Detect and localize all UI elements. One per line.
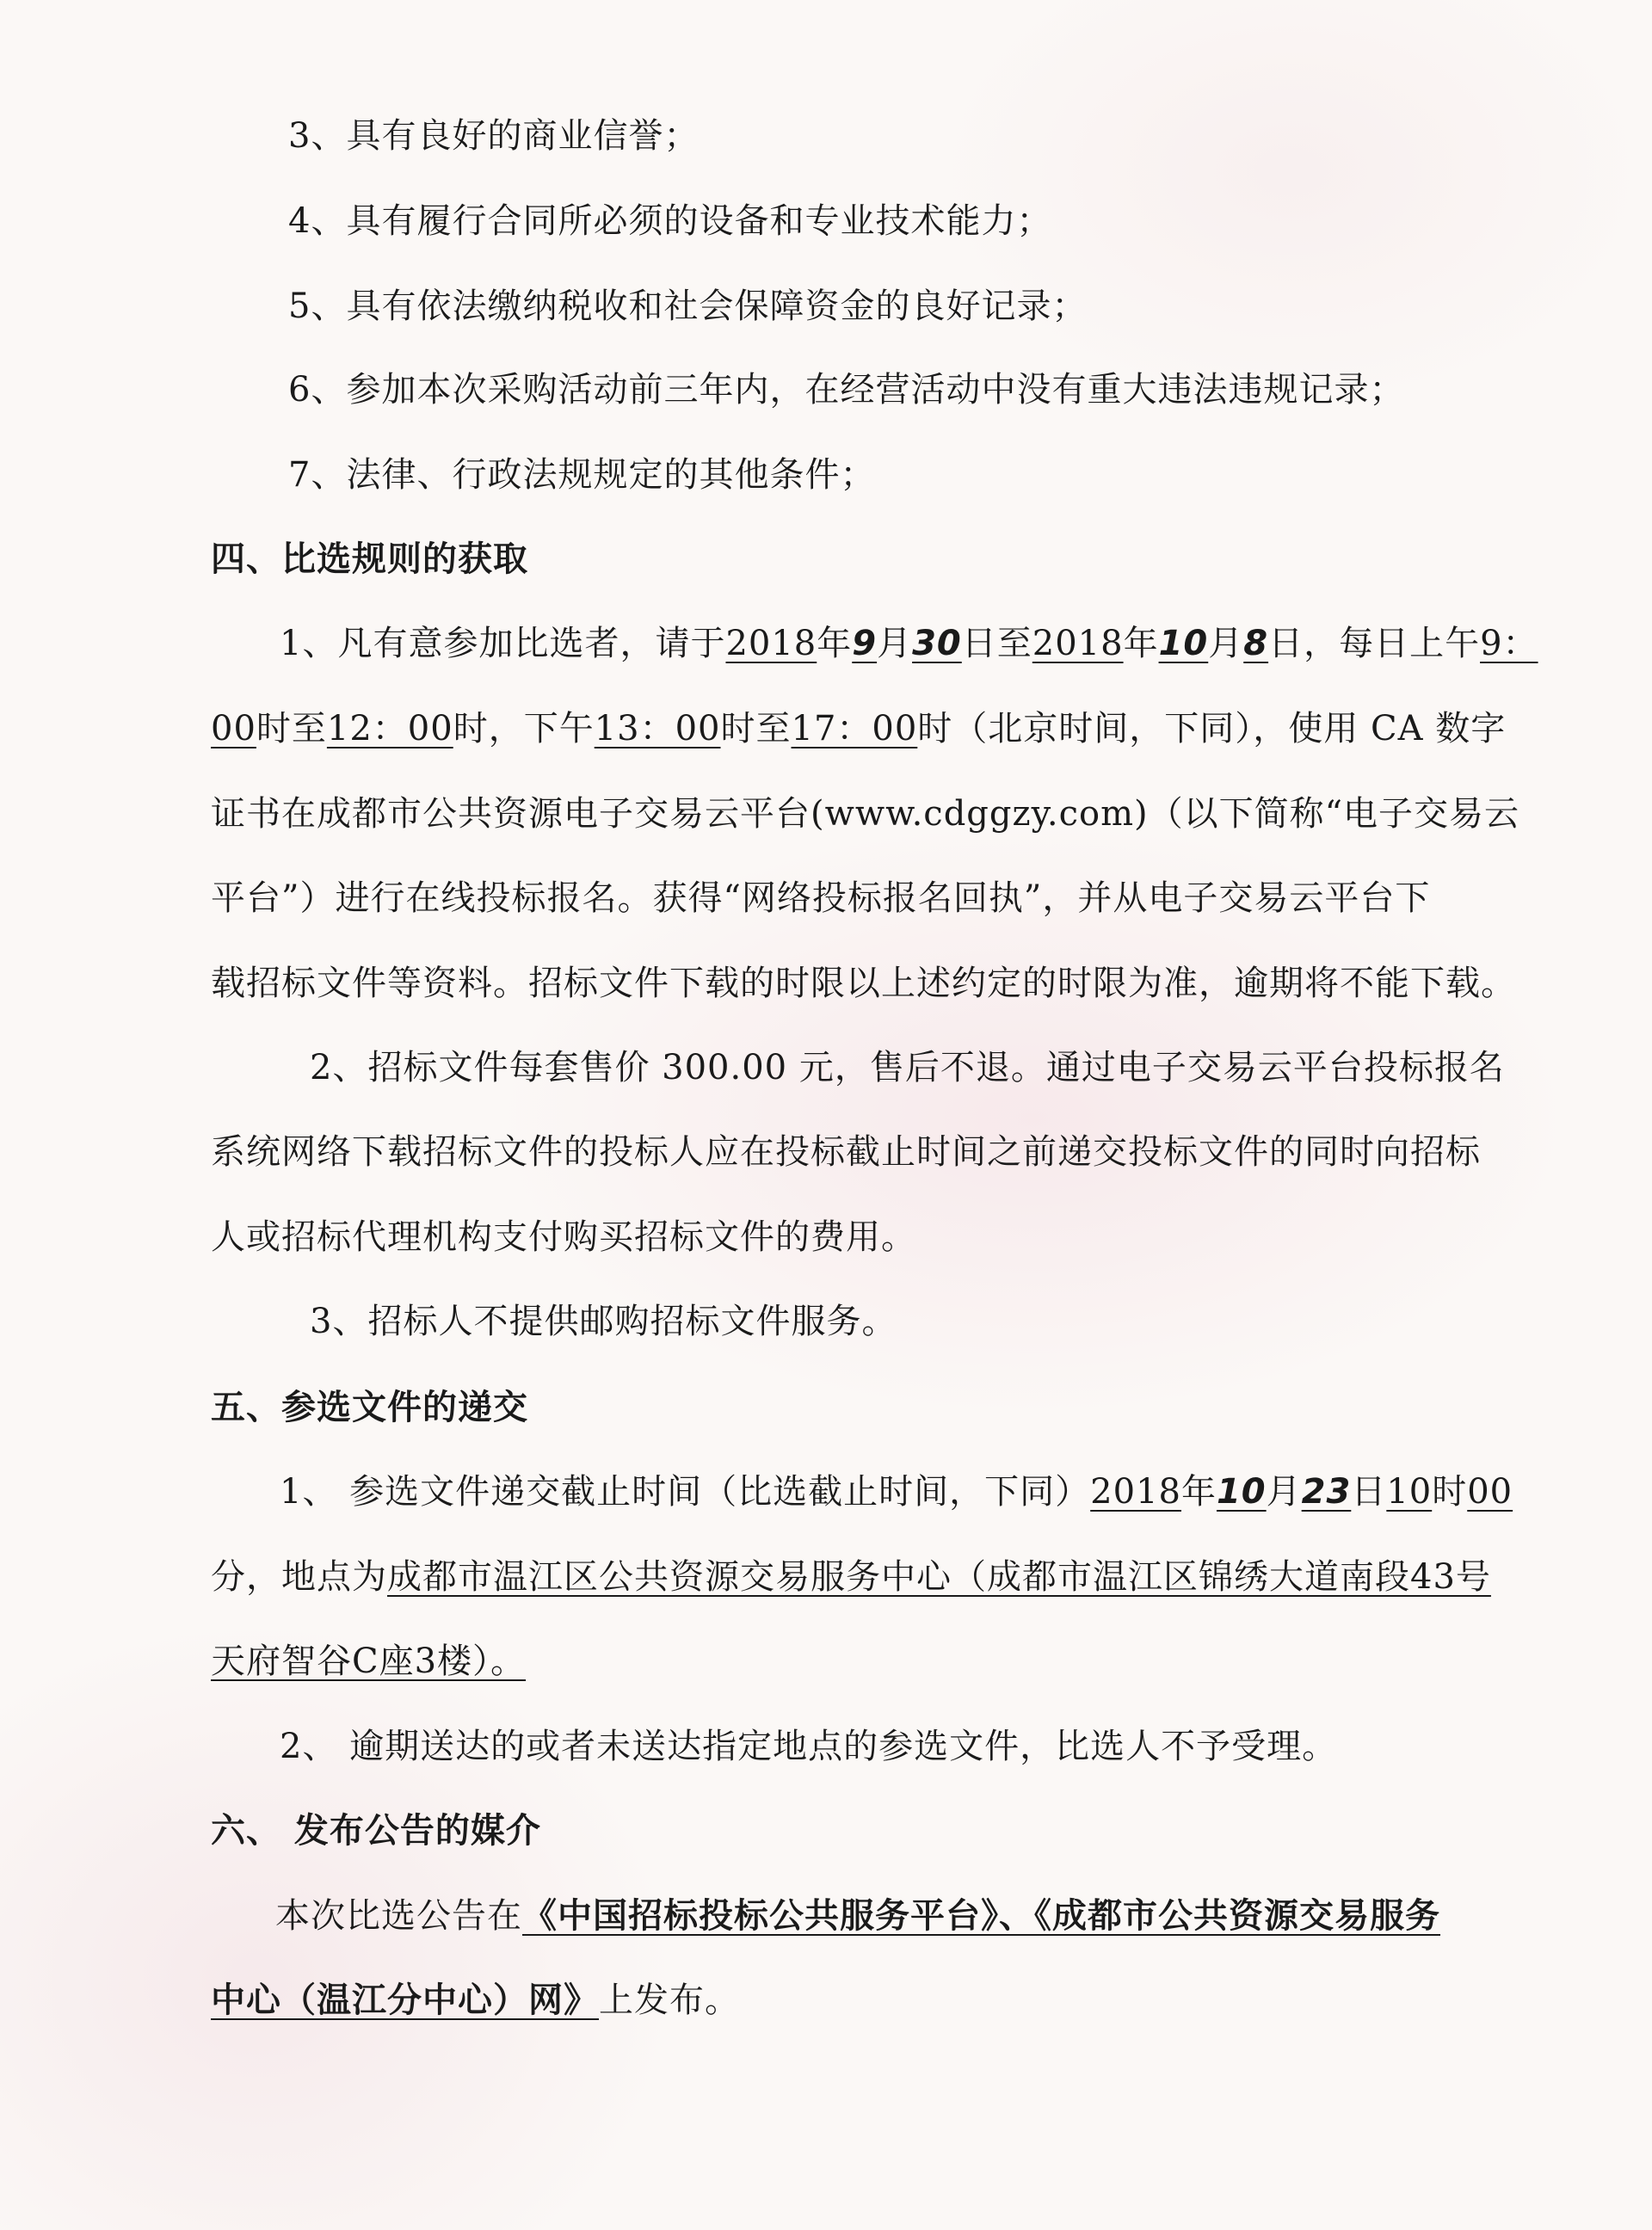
text: 日至 bbox=[961, 624, 1032, 663]
section-4-p3: 3、招标人不提供邮购招标文件服务。 bbox=[310, 1302, 897, 1341]
text: 日 bbox=[1351, 1472, 1387, 1512]
requirement-item-3: 3、具有良好的商业信誉； bbox=[288, 116, 700, 156]
section-5-p1-line3 bbox=[211, 1640, 1433, 1683]
text: 年 bbox=[1123, 624, 1159, 663]
text: 月 bbox=[1266, 1472, 1302, 1512]
section-5-heading: 五、参选文件的递交 bbox=[211, 1387, 528, 1427]
pm-start-time: 13：00 bbox=[594, 709, 721, 748]
date-end-month: 10 bbox=[1158, 624, 1209, 663]
section-6-line2 bbox=[211, 1979, 1433, 2022]
date-start-day: 30 bbox=[912, 624, 962, 663]
media-names-cont: 中心（温江分中心）网》 bbox=[211, 1980, 599, 2020]
text: 时至 bbox=[720, 709, 792, 748]
date-end-day: 8 bbox=[1243, 624, 1269, 663]
text: 年 bbox=[1180, 1472, 1217, 1512]
text: 1、 参选文件递交截止时间（比选截止时间，下同） bbox=[280, 1472, 1091, 1512]
text: 月 bbox=[1208, 624, 1244, 663]
submission-location: 成都市温江区公共资源交易服务中心（成都市温江区锦绣大道南段43号 bbox=[387, 1557, 1491, 1597]
section-5-p1-line1 bbox=[280, 1470, 1513, 1513]
section-6-heading: 六、 发布公告的媒介 bbox=[211, 1810, 541, 1851]
section-4-p2-line2: 系统网络下载招标文件的投标人应在投标截止时间之前递交投标文件的同时向招标 bbox=[211, 1132, 1481, 1172]
requirement-item-7: 7、法律、行政法规规定的其他条件； bbox=[288, 455, 876, 495]
date-end-year: 2018 bbox=[1032, 624, 1124, 663]
deadline-year: 2018 bbox=[1090, 1472, 1181, 1512]
section-5-p2: 2、 逾期送达的或者未送达指定地点的参选文件，比选人不予受理。 bbox=[280, 1727, 1338, 1766]
media-names: 《中国招标投标公共服务平台》、《成都市公共资源交易服务 bbox=[522, 1895, 1440, 1936]
text: 月 bbox=[877, 624, 913, 663]
section-4-p2-line1: 2、招标文件每套售价 300.00 元，售后不退。通过电子交易云平台投标报名 bbox=[310, 1048, 1505, 1087]
text: 上发布。 bbox=[599, 1981, 740, 2020]
text: 时，下午 bbox=[453, 709, 595, 748]
date-start-year: 2018 bbox=[725, 624, 817, 663]
section-5-p1-line2 bbox=[211, 1555, 1491, 1599]
am-start-hour: 9： bbox=[1480, 624, 1538, 663]
section-4-p1-line1 bbox=[280, 622, 1538, 665]
text: 年 bbox=[817, 624, 853, 663]
section-4-p2-line3: 人或招标代理机构支付购买招标文件的费用。 bbox=[211, 1217, 916, 1257]
submission-location-cont: 天府智谷C座3楼）。 bbox=[211, 1642, 527, 1681]
section-4-p1-line2 bbox=[211, 707, 1507, 750]
pm-end-time: 17：00 bbox=[791, 709, 918, 748]
requirement-item-4: 4、具有履行合同所必须的设备和专业技术能力； bbox=[288, 201, 1052, 241]
requirement-item-5: 5、具有依法缴纳税收和社会保障资金的良好记录； bbox=[288, 286, 1088, 326]
date-start-month: 9 bbox=[852, 624, 878, 663]
text: 分，地点为 bbox=[211, 1557, 387, 1597]
text: 本次比选公告在 bbox=[275, 1896, 522, 1936]
text: 时至 bbox=[256, 709, 327, 748]
deadline-minute: 00 bbox=[1467, 1472, 1513, 1512]
deadline-month: 10 bbox=[1216, 1472, 1267, 1512]
text: 1、凡有意参加比选者，请于 bbox=[280, 624, 726, 663]
text: 日，每日上午 bbox=[1268, 624, 1481, 663]
section-4-p1-line5: 载招标文件等资料。招标文件下载的时限以上述约定的时限为准，逾期将不能下载。 bbox=[211, 964, 1516, 1003]
text: 时（北京时间，下同），使用 CA 数字 bbox=[917, 709, 1507, 748]
am-start-minute: 00 bbox=[211, 709, 256, 748]
section-4-p1-line3: 证书在成都市公共资源电子交易云平台(www.cdggzy.com)（以下简称“电子交易云 bbox=[211, 794, 1520, 834]
am-end-time: 12：00 bbox=[326, 709, 453, 748]
requirement-item-6: 6、参加本次采购活动前三年内，在经营活动中没有重大违法违规记录； bbox=[288, 370, 1405, 410]
deadline-day: 23 bbox=[1301, 1472, 1352, 1512]
section-4-p1-line4: 平台”）进行在线投标报名。获得“网络投标报名回执”，并从电子交易云平台下 bbox=[211, 878, 1431, 918]
section-6-line1 bbox=[275, 1894, 1497, 1937]
deadline-hour: 10 bbox=[1386, 1472, 1433, 1512]
text: 时 bbox=[1432, 1472, 1468, 1512]
section-4-heading: 四、比选规则的获取 bbox=[211, 539, 528, 579]
